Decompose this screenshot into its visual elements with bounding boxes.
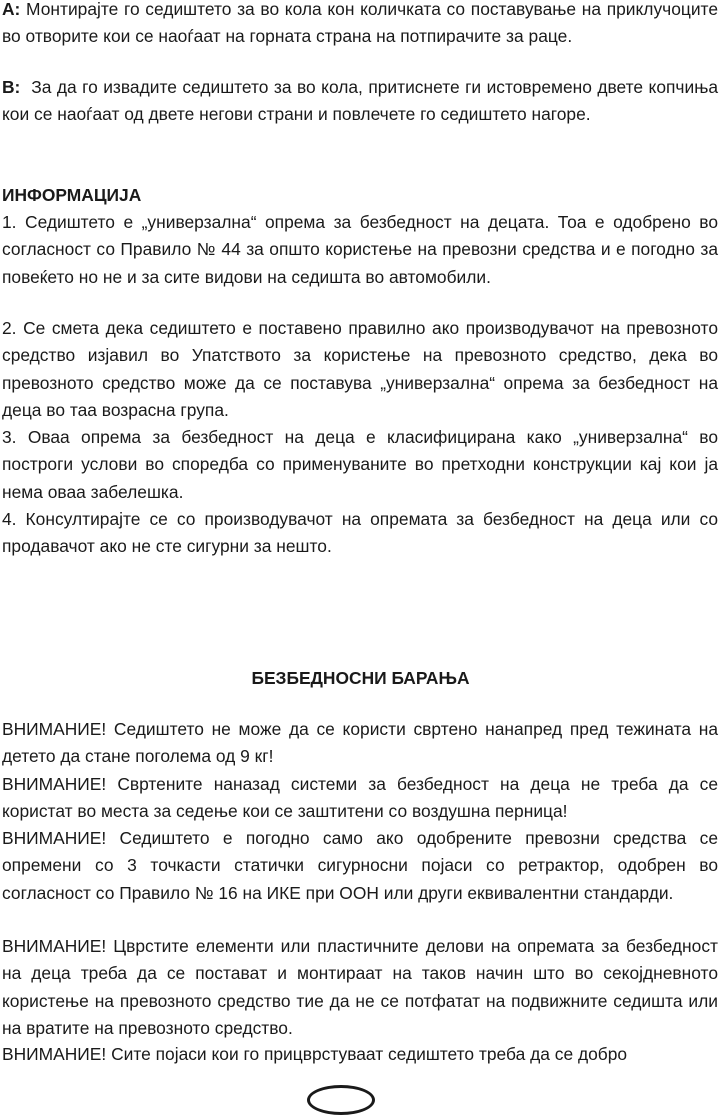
information-item-4: 4. Консултирајте се со производувачот на опремата за безбедност на деца или со продавачот ако не сте сигурни за нешто.: [2, 509, 718, 557]
instruction-b: [2, 74, 718, 129]
page-number-oval: [307, 1085, 375, 1115]
safety-warning-2: ВНИМАНИЕ! Свртените наназад системи за безбедност на деца не треба да се користат во места за седење кои се заштитени со воздушна перница!: [2, 774, 718, 822]
instruction-b-label: B:: [2, 77, 21, 97]
safety-warning-5: ВНИМАНИЕ! Сите појаси кои го прицврстуваат седиштето треба да се добро: [2, 1044, 628, 1064]
information-item-2: 2. Се смета дека седиштето е поставено правилно ако производувачот на превозното средство изјавил во Упатството за користење на превозното средство, дека во превозното средство може да се поставува „универзална“ опрема за безбедност на деца во таа возрасна група.: [2, 318, 718, 421]
instruction-a: [2, 0, 718, 51]
safety-warning-4: ВНИМАНИЕ! Цврстите елементи или пластичните делови на опремата за безбедност на деца треба да се поставaт и монтираат на таков начин што во секојдневното користење на превозното средство тие да не се потфатат на подвижните седишта или на вратите на превозното средство.: [2, 936, 718, 1039]
information-heading: ИНФОРМАЦИЈА: [2, 185, 142, 205]
information-item-1: 1. Седиштето е „универзална“ опрема за безбедност на децата. Тоа е одобрено во согласност со Правило № 44 за општо користење на превозни средства и е погодно за повеќето но не и за сите видови на седишта во автомобили.: [2, 212, 718, 287]
information-item-3: 3. Оваа опрема за безбедност на деца е класифицирана како „универзална“ во построги услови во споредба со применуваните во претходни конструкции кај кои ја нема оваа забелешка.: [2, 427, 718, 502]
instruction-a-label: A:: [2, 0, 21, 19]
instruction-b-text: За да го извадите седиштето за во кола, притиснете ги истовремено двете копчиња кои се наоѓаат од двете негови страни и повлечете го седиштето нагоре.: [2, 77, 718, 125]
instruction-a-text: Монтирајте го седиштето за во кола кон количката со поставување на приклучоците во отворите кои се наоѓаат на горната страна на потпирачите за раце.: [2, 0, 718, 47]
safety-warning-3: ВНИМАНИЕ! Седиштето е погодно само ако одобрените превозни средства се опремени со 3 точкасти статички сигурносни појаси со ретрактор, одобрен во согласност со Правило № 16 на ИКЕ при ООН или други еквивалентни стандарди.: [2, 828, 718, 903]
safety-heading: БЕЗБЕДНОСНИ БАРАЊА: [251, 668, 470, 688]
safety-warning-1: ВНИМАНИЕ! Седиштето не може да се користи свртено нанапред пред тежината на детето да стане поголема од 9 кг!: [2, 719, 718, 767]
